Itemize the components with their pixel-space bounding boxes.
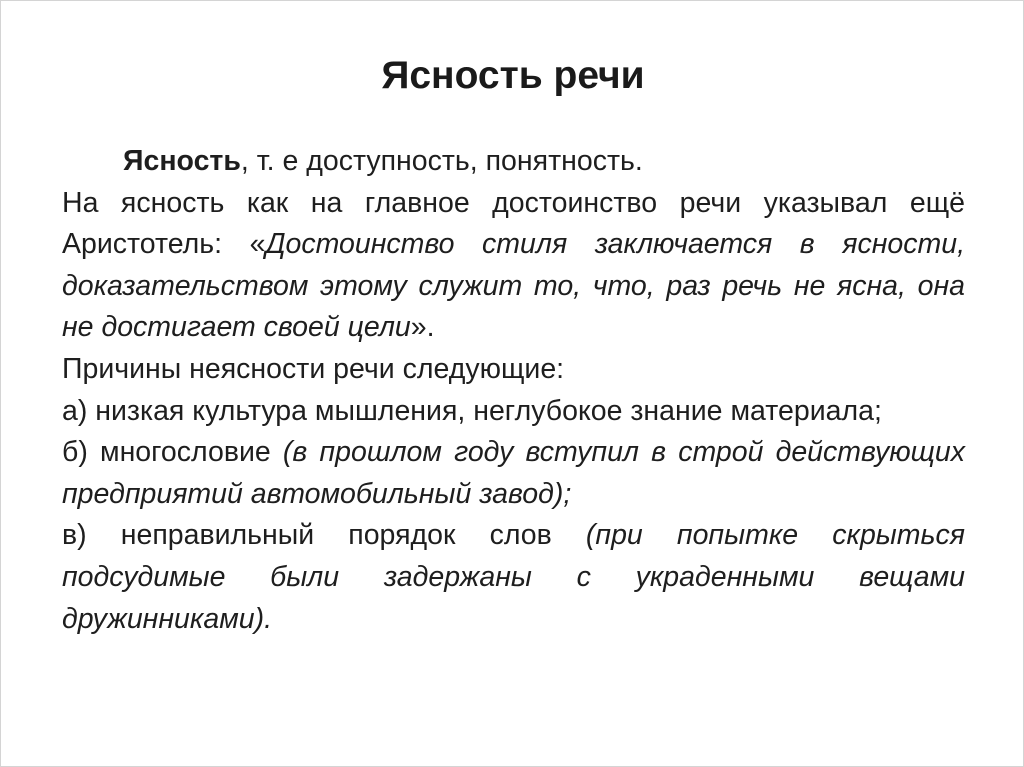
slide-title: Ясность речи <box>381 54 645 97</box>
cause-c-text: в) неправильный порядок слов <box>62 519 586 552</box>
cause-c-example: (при попытке скрыться подсудимые были задержаны с украденными вещами дружинниками). <box>62 519 965 635</box>
cause-item-c <box>62 515 965 640</box>
aristotle-lead: На ясность как на главное достоинство речи указывал ещё Аристотель: « <box>62 186 965 261</box>
causes-intro: Причины неясности речи следующие: <box>62 352 565 385</box>
slide-body <box>62 141 965 640</box>
cause-item-b <box>62 432 965 515</box>
definition-paragraph <box>62 141 965 183</box>
aristotle-tail: ». <box>410 311 435 344</box>
aristotle-paragraph <box>62 183 965 349</box>
cause-item-a <box>62 391 965 433</box>
cause-b-example: (в прошлом году вступил в строй действующих предприятий автомобильный завод); <box>62 436 965 510</box>
definition-term: Ясность <box>123 145 241 177</box>
cause-a-text: а) низкая культура мышления, неглубокое знание материала; <box>62 394 882 427</box>
definition-text: , т. е доступность, понятность. <box>240 145 643 177</box>
cause-b-text: б) многословие <box>62 436 283 469</box>
aristotle-quote: Достоинство стиля заключается в ясности, доказательством этому служит то, что, раз речь не ясна, она не достигает своей цели <box>62 228 965 344</box>
